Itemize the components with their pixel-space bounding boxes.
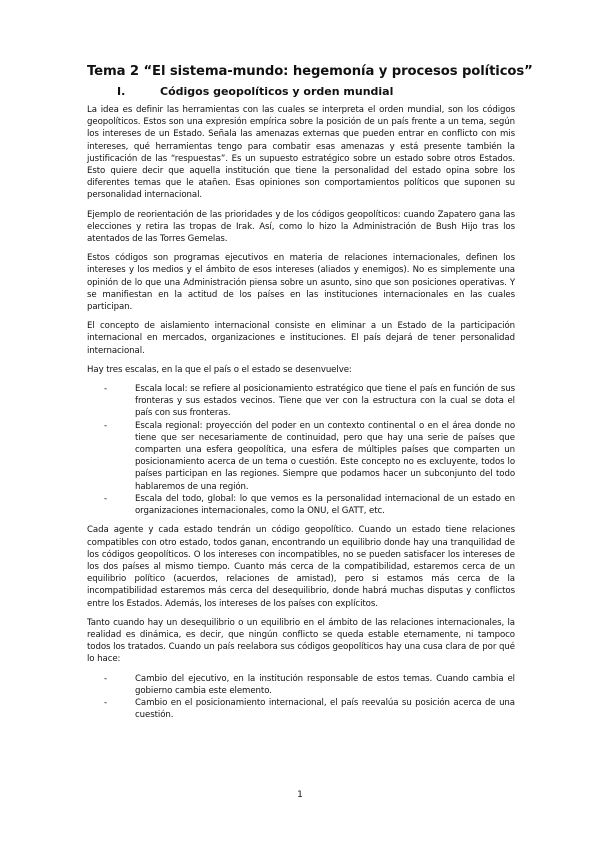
list-item-text: Escala regional: proyección del poder en un contexto continental o en el área donde no tiene que ser necesariamente de continuidad, pero que hay una serie de países que comparten una esfera geopolítica, una esfera de múltiples países que comparten un posicionamiento acerca de un tema o cuestión. Este concepto no es excluyente, todos lo países participan en las regiones. Siempre que podamos hacer un subconjunto del todo hablaremos de una región. (135, 420, 515, 492)
causes-list (87, 673, 515, 722)
section-heading (117, 85, 515, 98)
document-title: Tema 2 “El sistema-mundo: hegemonía y procesos políticos” (87, 64, 533, 79)
bullet-dash: - (104, 493, 108, 504)
list-item (87, 420, 515, 493)
list-item-text: Escala local: se refiere al posicionamiento estratégico que tiene el país en función de sus fronteras y sus estados vecinos. Tiene que ver con la estructura con la cual se dota el país con sus fronteras. (135, 384, 515, 419)
paragraph: La idea es definir las herramientas con las cuales se interpreta el orden mundial, son los códigos geopolíticos. Estos son una expresión empírica sobre la posición de un país frente a un tema, según los intereses de un Estado. Señala las amenazas externas que pueden entrar en conflicto con mis intereses, qué herramientas tengo para combatir esas amenazas y está presente también la justificación de las “respuestas”. Es un supuesto estratégico sobre un estado sobre otros Estados. Esto quiere decir que aquella institución que tiene la personalidad del estado opina sobre los diferentes temas que le atañen. Esas opiniones son comportamientos políticos que suponen su personalidad internacional. (87, 105, 515, 201)
bullet-dash: - (104, 420, 108, 431)
paragraph: El concepto de aislamiento internacional consiste en eliminar a un Estado de la participación internacional en mercados, organizaciones e instituciones. El país dejará de tener personalidad internacional. (87, 321, 515, 356)
paragraph: Ejemplo de reorientación de las prioridades y de los códigos geopolíticos: cuando Zapatero gana las elecciones y retira las tropas de Irak. Así, como lo hizo la Administración de Bush Hijo tras los atentados de las Torres Gemelas. (87, 209, 515, 245)
page-number: 1 (297, 790, 303, 800)
section-title: Códigos geopolíticos y orden mundial (160, 85, 394, 98)
section-number: I. (117, 85, 126, 98)
bullet-dash: - (104, 673, 108, 684)
paragraph: Hay tres escalas, en la que el país o el estado se desenvuelve: (87, 364, 352, 375)
list-item-text: Escala del todo, global: lo que vemos es la personalidad internacional de un estado en organizaciones internacionales, como la ONU, el GATT, etc. (135, 493, 515, 517)
bullet-dash: - (104, 697, 108, 708)
bullet-dash: - (104, 384, 108, 395)
paragraph: Tanto cuando hay un desequilibrio o un equilibrio en el ámbito de las relaciones internacionales, la realidad es dinámica, es decir, que ningún conflicto se queda estable eternamente, ni tampoco todos los tratados. Cuando un país reelabora sus códigos geopolíticos hay una cusa clara de por qué lo hace: (87, 617, 515, 665)
list-item (87, 383, 515, 420)
paragraph: Cada agente y cada estado tendrán un código geopolítico. Cuando un estado tiene relaciones compatibles con otro estado, todos ganan, encontrando un equilibrio donde hay una tranquilidad de los códigos geopolíticos. O los intereses con incompatibles, no se pueden satisfacer los intereses de los dos países al mismo tiempo. Cuanto más cerca de la compatibilidad, estaremos cerca de un equilibrio político (acuerdos, relaciones de amistad), pero si estamos más cerca de la incompatibilidad estaremos más cerca del desequilibrio, donde habrá muchas disputas y conflictos entre los Estados. Además, los intereses de los países con explícitos. (87, 525, 515, 609)
list-item-text: Cambio en el posicionamiento internacional, el país reevalúa su posición acerca de una cuestión. (135, 697, 515, 721)
scales-list (87, 383, 515, 517)
list-item-text: Cambio del ejecutivo, en la institución responsable de estos temas. Cuando cambia el gobierno cambia este elemento. (135, 673, 515, 696)
list-item (87, 673, 515, 697)
list-item (87, 493, 515, 517)
paragraph: Estos códigos son programas ejecutivos en materia de relaciones internacionales, definen los intereses y los medios y el ámbito de esos intereses (aliados y enemigos). No es simplemente una opinión de lo que una Administración piensa sobre un asunto, sino que son posiciones operativas. Y se manifiestan en la actitud de los países en las instituciones internacionales en las cuales participan. (87, 253, 515, 313)
page-content (87, 64, 533, 728)
list-item (87, 697, 515, 721)
